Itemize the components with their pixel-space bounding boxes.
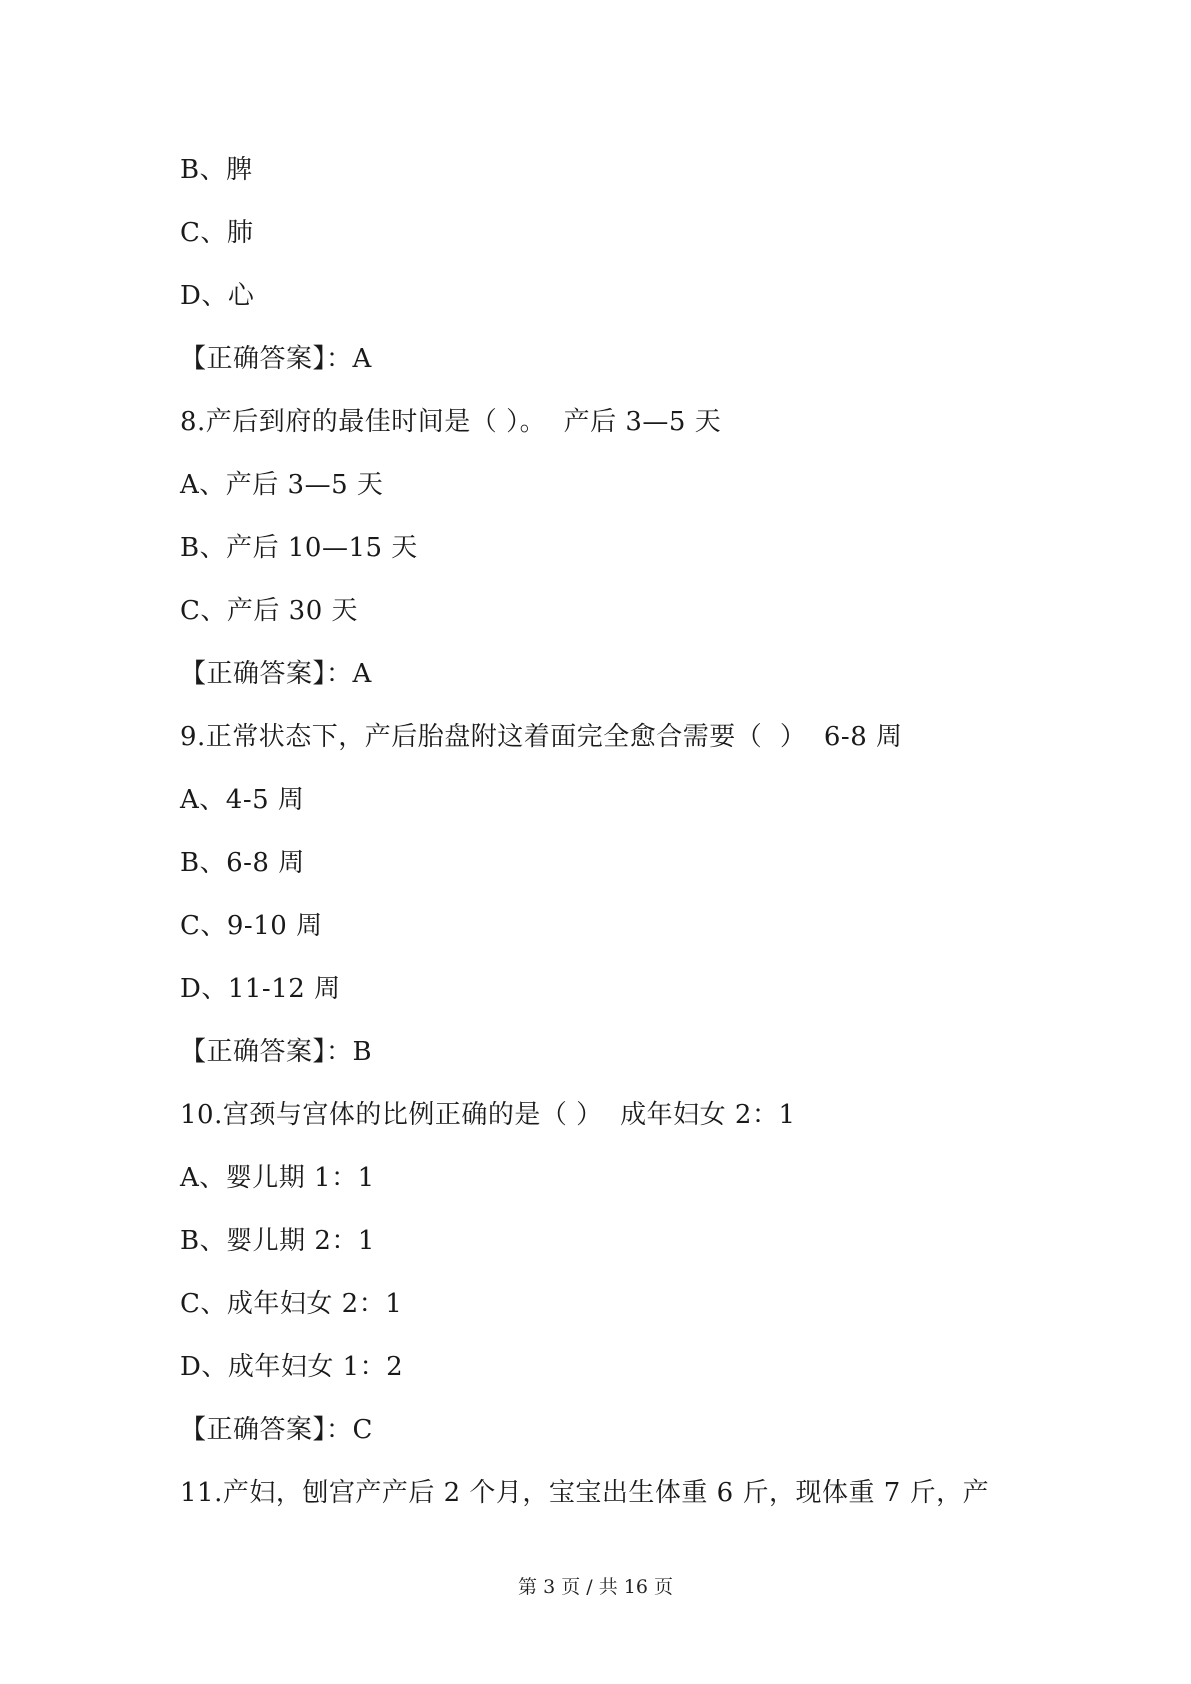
answer-line: 【正确答案】：B <box>180 1037 373 1067</box>
option-b-line: B、6-8 周 <box>180 848 305 878</box>
page-content <box>180 148 1080 1534</box>
option-d-line: D、11-12 周 <box>180 974 341 1004</box>
answer-line: 【正确答案】：C <box>180 1415 373 1445</box>
option-c-line: C、肺 <box>180 218 254 248</box>
answer-line: 【正确答案】：A <box>180 659 372 689</box>
option-c-line: C、产后 30 天 <box>180 596 359 626</box>
option-d-line: D、成年妇女 1：2 <box>180 1352 404 1382</box>
option-b-line: B、脾 <box>180 155 253 185</box>
question-10: 10.宫颈与宫体的比例正确的是（ ） 成年妇女 2：1 <box>180 1100 796 1130</box>
answer-line: 【正确答案】：A <box>180 344 372 374</box>
question-9: 9.正常状态下，产后胎盘附这着面完全愈合需要（ ） 6-8 周 <box>180 722 903 752</box>
question-8: 8.产后到府的最佳时间是（ ）。 产后 3—5 天 <box>180 407 722 437</box>
option-a-line: A、产后 3—5 天 <box>180 470 384 500</box>
question-11: 11.产妇，刨宫产产后 2 个月，宝宝出生体重 6 斤，现体重 7 斤，产 <box>180 1478 990 1508</box>
page-number-footer: 第 3 页 / 共 16 页 <box>518 1576 673 1598</box>
option-d-line: D、心 <box>180 281 255 311</box>
option-b-line: B、婴儿期 2：1 <box>180 1226 375 1256</box>
option-b-line: B、产后 10—15 天 <box>180 533 418 563</box>
option-a-line: A、婴儿期 1：1 <box>180 1163 375 1193</box>
option-c-line: C、9-10 周 <box>180 911 323 941</box>
option-c-line: C、成年妇女 2：1 <box>180 1289 403 1319</box>
option-a-line: A、4-5 周 <box>180 785 305 815</box>
